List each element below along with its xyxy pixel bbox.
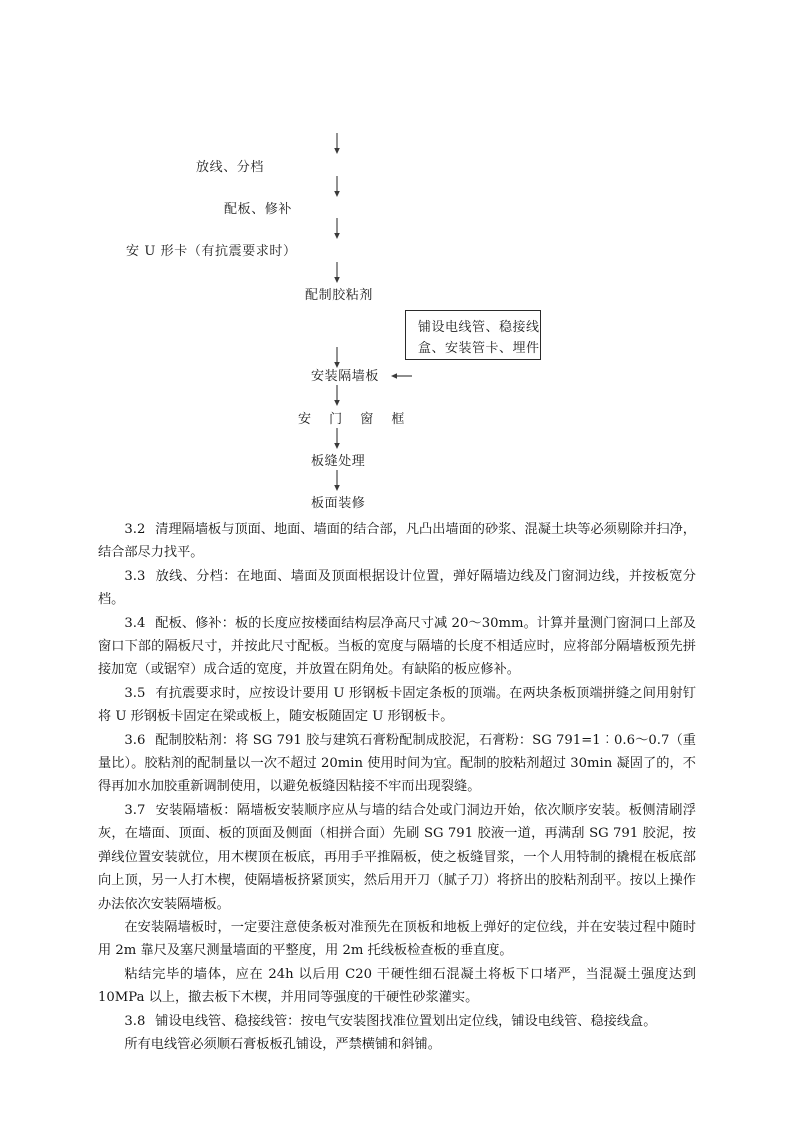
paragraph-text: 安装隔墙板：隔墙板安装顺序应从与墙的结合处或门洞边开始，依次顺序安装。板侧清刷浮灰，在墙面、顶面、板的顶面及侧面（相拼合面）先刷 SG 791 胶液一道，再满刮 SG 791 胶泥，按弹线位置安装就位，用木楔顶在板底，再用手平推隔板，使之板缝冒浆，一个人用特制的撬棍在板底部向上顶，另一人打木楔，使隔墙板挤紧顶实，然后用开刀（腻子刀）将挤出的胶粘剂刮平。按以上操作办法依次安装隔墙板。 xyxy=(98,802,696,912)
paragraph-text: 放线、分档：在地面、墙面及顶面根据设计位置，弹好隔墙边线及门窗洞边线，并按板宽分档。 xyxy=(98,568,696,608)
paragraph-text: 清理隔墙板与顶面、地面、墙面的结合部，凡凸出墙面的砂浆、混凝土块等必须剔除并扫净，结合部尽力找平。 xyxy=(98,522,696,561)
paragraph-text: 粘结完毕的墙体，应在 24h 以后用 C20 干硬性细石混凝土将板下口堵严，当混凝土强度达到 10MPa 以上，撤去板下木楔，并用同等强度的干硬性砂浆灌实。 xyxy=(98,966,696,1006)
arrow-down-icon xyxy=(331,133,343,155)
arrow-down-icon xyxy=(331,347,343,369)
flow-side-box-line-2: 盒、安装管卡、埋件 xyxy=(418,341,540,356)
arrow-down-icon xyxy=(331,218,343,240)
flow-node-fangxian: 放线、分档 xyxy=(196,160,265,175)
section-number: 3.8 xyxy=(124,1013,146,1029)
body-text-block xyxy=(98,518,696,1056)
flow-side-box-line-1: 铺设电线管、稳接线 xyxy=(418,320,540,335)
arrow-down-icon xyxy=(331,385,343,407)
paragraph-text: 所有电线管必须顺石膏板板孔铺设，严禁横铺和斜铺。 xyxy=(124,1036,441,1052)
paragraph-text: 在安装隔墙板时，一定要注意使条板对准预先在顶板和地板上弹好的定位线，并在安装过程中随时用 2m 靠尺及塞尺测量墙面的平整度，用 2m 托线板检查板的垂直度。 xyxy=(98,919,696,959)
section-number: 3.6 xyxy=(124,732,146,748)
arrow-down-icon xyxy=(331,470,343,492)
paragraph-install-note xyxy=(98,916,696,963)
paragraph-3-2 xyxy=(98,518,696,565)
flow-side-box xyxy=(405,310,541,360)
flow-node-peiban: 配板、修补 xyxy=(224,202,293,217)
arrow-down-icon xyxy=(331,176,343,198)
section-number: 3.5 xyxy=(124,685,146,701)
section-number: 3.4 xyxy=(124,615,146,631)
paragraph-3-7 xyxy=(98,799,696,916)
paragraph-bond-note xyxy=(98,963,696,1010)
paragraph-text: 配制胶粘剂：将 SG 791 胶与建筑石膏粉配制成胶泥，石膏粉：SG 791=1︰0.6～0.7（重量比）。胶粘剂的配制量以一次不超过 20min 使用时间为宜。配制的胶粘剂超过 30min 凝固了的，不得再加水加胶重新调制使用，以避免板缝因粘接不牢而出现裂缝。 xyxy=(98,732,696,795)
paragraph-text: 有抗震要求时，应按设计要用 U 形钢板卡固定条板的顶端。在两块条板顶端拼缝之间用射钉将 U 形钢板卡固定在梁或板上，随安板随固定 U 形钢板卡。 xyxy=(98,685,696,725)
flow-node-an-u-xingka: 安 U 形卡（有抗震要求时） xyxy=(126,244,297,259)
paragraph-3-3 xyxy=(98,565,696,612)
paragraph-3-6 xyxy=(98,729,696,799)
arrow-down-icon xyxy=(331,262,343,284)
section-number: 3.7 xyxy=(124,802,146,818)
process-flowchart xyxy=(0,0,793,511)
flow-node-banfeng-chuli: 板缝处理 xyxy=(311,454,366,469)
paragraph-3-8 xyxy=(98,1010,696,1033)
flow-node-peizhi-jiaonianji: 配制胶粘剂 xyxy=(305,288,374,303)
arrow-down-icon xyxy=(331,428,343,450)
section-number: 3.3 xyxy=(124,568,146,584)
paragraph-text: 配板、修补：板的长度应按楼面结构层净高尺寸减 20～30mm。计算并量测门窗洞口上部及窗口下部的隔板尺寸，并按此尺寸配板。当板的宽度与隔墙的长度不相适应时，应将部分隔墙板预先拼接加宽（或锯窄）成合适的宽度，并放置在阴角处。有缺陷的板应修补。 xyxy=(98,615,696,678)
arrow-left-icon xyxy=(390,371,414,381)
flow-node-anzhuang-geqiangban: 安装隔墙板 xyxy=(311,369,380,384)
paragraph-pipe-note xyxy=(98,1033,696,1056)
flow-node-banmian-zhuangxiu: 板面装修 xyxy=(311,496,366,511)
flow-node-an-menchuangkuang: 安 门 窗 框 xyxy=(298,412,412,427)
section-number: 3.2 xyxy=(124,522,146,537)
paragraph-3-5 xyxy=(98,682,696,729)
paragraph-text: 铺设电线管、稳接线管：按电气安装图找准位置划出定位线，铺设电线管、稳接线盒。 xyxy=(155,1013,657,1029)
paragraph-3-4 xyxy=(98,612,696,682)
